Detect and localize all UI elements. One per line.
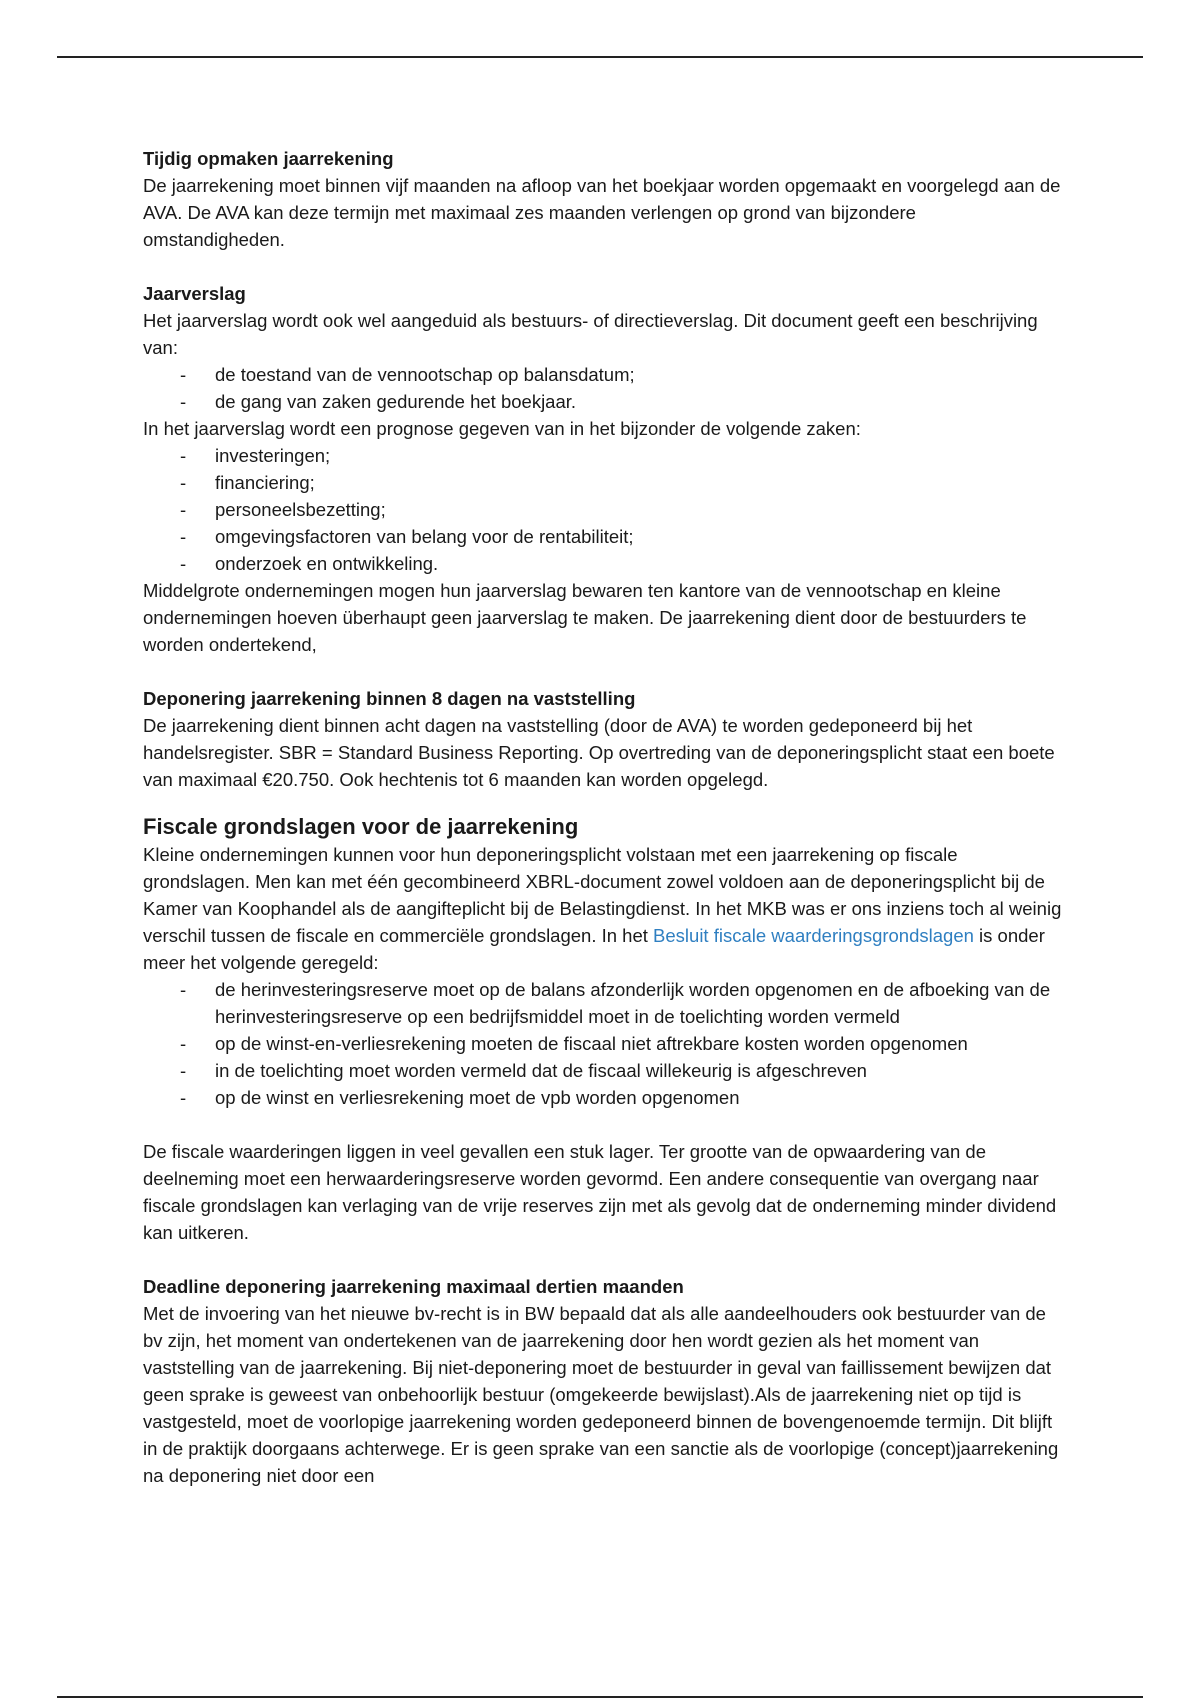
paragraph-deponering: De jaarrekening dient binnen acht dagen na vaststelling (door de AVA) te worden gedeponeerd bij het handelsregister. SBR = Standard Business Reporting. Op overtreding van de deponeringsplicht staat een boete van maximaal €20.750. Ook hechtenis tot 6 maanden kan worden opgelegd. — [143, 715, 1055, 790]
section-title-deponering: Deponering jaarrekening binnen 8 dagen na vaststelling — [143, 688, 636, 709]
document-body — [143, 145, 1063, 1489]
paragraph-jaarverslag-prognose: In het jaarverslag wordt een prognose gegeven van in het bijzonder de volgende zaken: — [143, 418, 861, 439]
paragraph-fiscale-outro: De fiscale waarderingen liggen in veel gevallen een stuk lager. Ter grootte van de opwaardering van de deelneming moet een herwaarderingsreserve worden gevormd. Een andere consequentie van overgang naar fiscale grondslagen kan verlaging van de vrije reserves zijn met als gevolg dat de onderneming minder dividend kan uitkeren. — [143, 1141, 1057, 1243]
list-item: - de herinvesteringsreserve moet op de balans afzonderlijk worden opgenomen en de afboeking van de herinvesteringsreserve op een bedrijfsmiddel moet in de toelichting worden vermeld — [143, 976, 1063, 1030]
list-beschrijving — [143, 361, 1063, 415]
list-item: - investeringen; — [143, 442, 1063, 469]
paragraph-fiscale-intro — [143, 841, 1063, 976]
paragraph-fiscale-text: Kleine ondernemingen kunnen voor hun deponeringsplicht volstaan met een jaarrekening op fiscale grondslagen. Men kan met één gecombineerd XBRL-document zowel voldoen aan de deponeringsplicht bij de Kamer van Koophandel als de aangifteplicht bij de Belastingdienst. In het MKB was er ons inziens toch al weinig verschil tussen de fiscale en commerciële grondslagen. In het — [143, 844, 1062, 946]
list-item: - op de winst en verliesrekening moet de vpb worden opgenomen — [143, 1084, 1063, 1111]
paragraph-jaarverslag-outro: Middelgrote ondernemingen mogen hun jaarverslag bewaren ten kantore van de vennootschap en kleine ondernemingen hoeven überhaupt geen jaarverslag te maken. De jaarrekening dient door de bestuurders te worden ondertekend, — [143, 580, 1027, 655]
list-item: - de toestand van de vennootschap op balansdatum; — [143, 361, 1063, 388]
header-rule — [57, 56, 1143, 58]
list-item: - personeelsbezetting; — [143, 496, 1063, 523]
list-item: - in de toelichting moet worden vermeld dat de fiscaal willekeurig is afgeschreven — [143, 1057, 1063, 1084]
paragraph-tijdig: De jaarrekening moet binnen vijf maanden na afloop van het boekjaar worden opgemaakt en voorgelegd aan de AVA. De AVA kan deze termijn met maximaal zes maanden verlengen op grond van bijzondere omstandigheden. — [143, 175, 1061, 250]
list-item: - de gang van zaken gedurende het boekjaar. — [143, 388, 1063, 415]
paragraph-fiscale-text-end: is onder meer het volgende geregeld: — [143, 925, 1045, 973]
list-prognose — [143, 442, 1063, 577]
list-item: - op de winst-en-verliesrekening moeten de fiscaal niet aftrekbare kosten worden opgenomen — [143, 1030, 1063, 1057]
footer-rule — [57, 1696, 1143, 1698]
section-title-tijdig: Tijdig opmaken jaarrekening — [143, 148, 394, 169]
section-title-deadline: Deadline deponering jaarrekening maximaal dertien maanden — [143, 1276, 684, 1297]
besluit-link[interactable]: Besluit fiscale waarderingsgrondslagen — [653, 925, 974, 946]
list-item: - omgevingsfactoren van belang voor de rentabiliteit; — [143, 523, 1063, 550]
list-besluit — [143, 976, 1063, 1111]
list-item: - onderzoek en ontwikkeling. — [143, 550, 1063, 577]
heading-fiscale-grondslagen: Fiscale grondslagen voor de jaarrekening — [143, 814, 579, 839]
paragraph-deadline: Met de invoering van het nieuwe bv-recht is in BW bepaald dat als alle aandeelhouders ook bestuurder van de bv zijn, het moment van ondertekenen van de jaarrekening door hen wordt gezien als het moment van vaststelling van de jaarrekening. Bij niet-deponering moet de bestuurder in geval van faillissement bewijzen dat geen sprake is geweest van onbehoorlijk bestuur (omgekeerde bewijslast).Als de jaarrekening niet op tijd is vastgesteld, moet de voorlopige jaarrekening worden gedeponeerd binnen de bovengenoemde termijn. Dit blijft in de praktijk doorgaans achterwege. Er is geen sprake van een sanctie als de voorlopige (concept)jaarrekening na deponering niet door een — [143, 1303, 1059, 1486]
section-title-jaarverslag: Jaarverslag — [143, 283, 246, 304]
paragraph-jaarverslag-intro: Het jaarverslag wordt ook wel aangeduid als bestuurs- of directieverslag. Dit document geeft een beschrijving van: — [143, 310, 1038, 358]
list-item: - financiering; — [143, 469, 1063, 496]
